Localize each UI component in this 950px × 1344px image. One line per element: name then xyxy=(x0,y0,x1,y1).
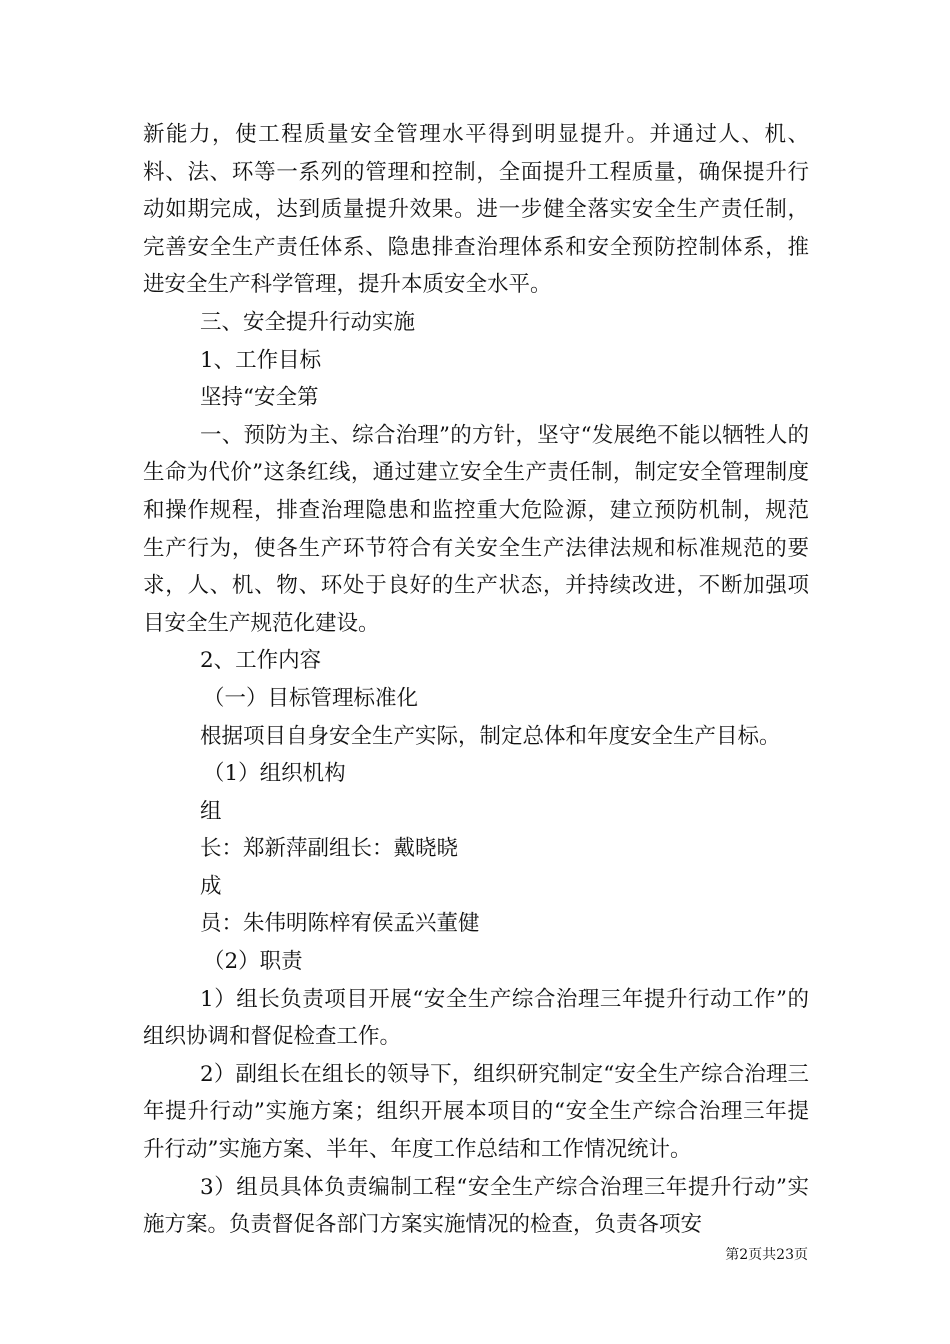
subsection-heading-goal: 1、工作目标 xyxy=(200,347,322,373)
paragraph-policy-start: 坚持“安全第 xyxy=(200,385,319,411)
org-leader-label-1: 组 xyxy=(200,798,222,824)
paragraph-policy: 一、预防为主、综合治理”的方针，坚守“发展绝不能以牺牲人的生命为代价”这条红线，通过建立安全生产责任制，制定安全管理制度和操作规程，排查治理隐患和监控重大危险源，建立预防机制，规范生产行为，使各生产环节符合有关安全生产法律法规和标准规范的要求，人、机、物、环处于良好的生产状态，并持续改进，不断加强项目安全生产规范化建设。 xyxy=(143,422,809,636)
item-heading-target-management: （一）目标管理标准化 xyxy=(203,685,419,711)
duty-deputy: 2）副组长在组长的领导下，组织研究制定“安全生产综合治理三年提升行动”实施方案；组织开展本项目的“安全生产综合治理三年提升行动”实施方案、半年、年度工作总结和工作情况统计。 xyxy=(143,1061,809,1163)
duty-member: 3）组员具体负责编制工程“安全生产综合治理三年提升行动”实施方案。负责督促各部门方案实施情况的检查，负责各项安 xyxy=(143,1174,809,1238)
item-heading-duties: （2）职责 xyxy=(203,949,303,975)
org-member-label-1: 成 xyxy=(200,873,222,899)
section-heading-3: 三、安全提升行动实施 xyxy=(200,309,416,335)
paragraph-continuation: 新能力，使工程质量安全管理水平得到明显提升。并通过人、机、料、法、环等一系列的管理和控制，全面提升工程质量，确保提升行动如期完成，达到质量提升效果。进一步健全落实安全生产责任制，完善安全生产责任体系、隐患排查治理体系和安全预防控制体系，推进安全生产科学管理，提升本质安全水平。 xyxy=(143,122,809,298)
item-heading-organization: （1）组织机构 xyxy=(203,761,346,787)
page-number-footer: 第2页共23页 xyxy=(725,1247,808,1263)
subsection-heading-content: 2、工作内容 xyxy=(200,648,322,674)
paragraph-target: 根据项目自身安全生产实际，制定总体和年度安全生产目标。 xyxy=(200,723,781,749)
document-body xyxy=(143,116,809,1244)
org-member-line: 员：朱伟明陈梓宥侯孟兴董健 xyxy=(200,911,480,937)
org-leader-line: 长：郑新萍副组长：戴晓晓 xyxy=(200,836,459,862)
duty-leader: 1）组长负责项目开展“安全生产综合治理三年提升行动工作”的组织协调和督促检查工作。 xyxy=(143,986,809,1050)
